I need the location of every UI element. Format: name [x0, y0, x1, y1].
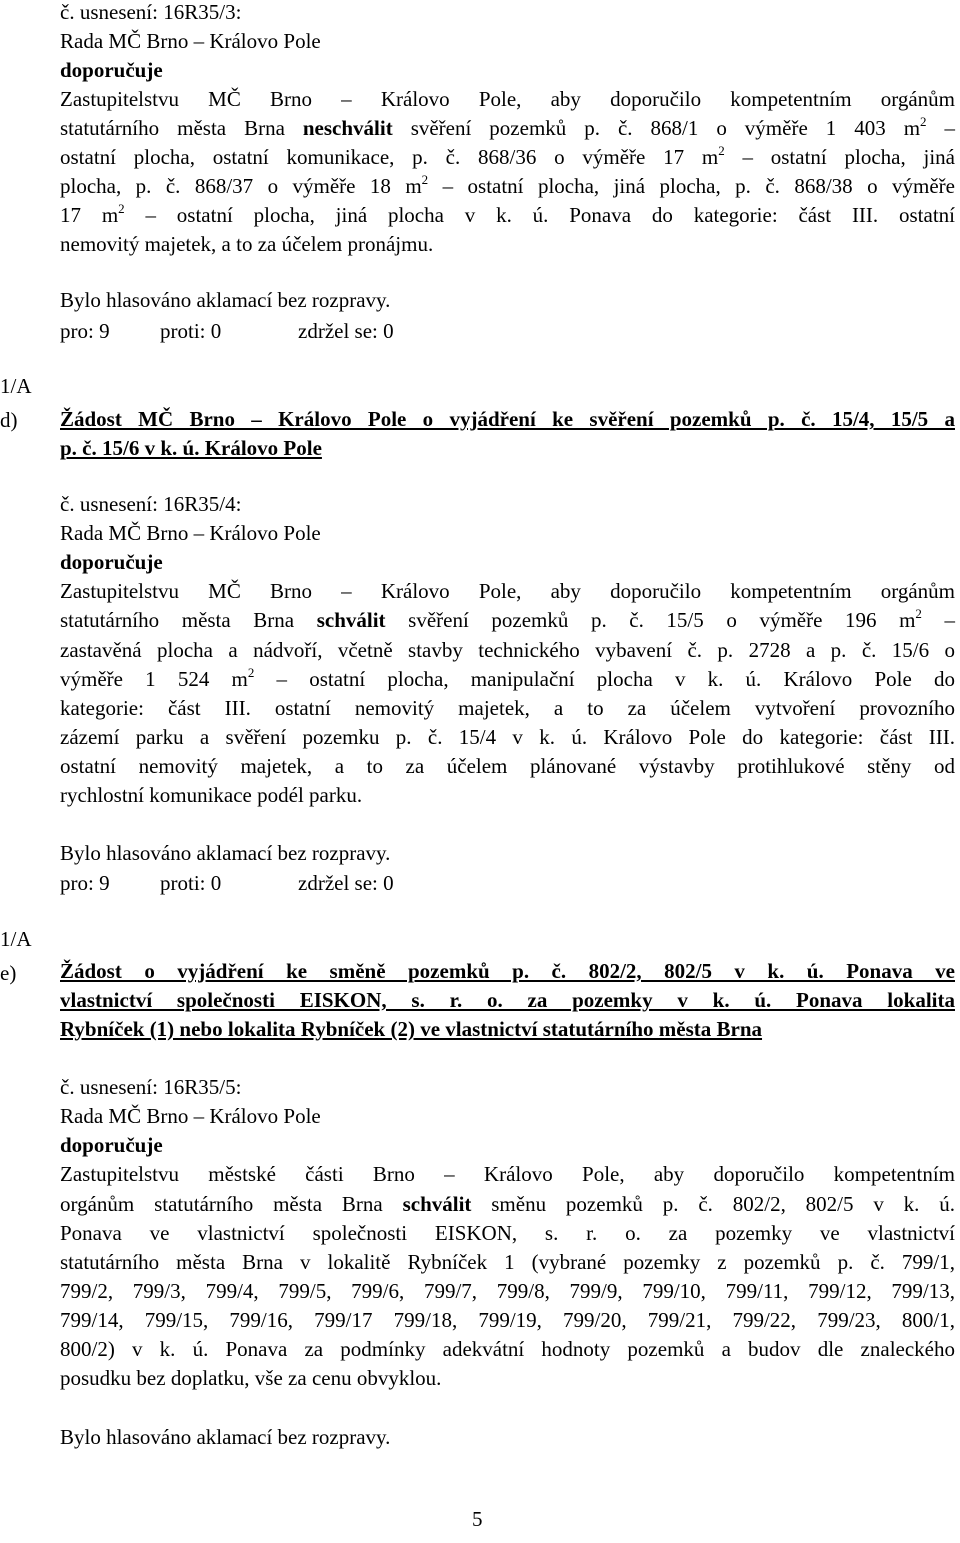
vote-note: Bylo hlasováno aklamací bez rozpravy. [60, 1425, 391, 1449]
resolution-text-line: 799/14, 799/15, 799/16, 799/17 799/18, 799/19, 799/20, 799/21, 799/22, 799/23, 800/1, [60, 1308, 955, 1332]
item-title: Žádost MČ Brno – Královo Pole o vyjádření ke svěření pozemků p. č. 15/4, 15/5 a [60, 407, 955, 431]
item-title: Žádost o vyjádření ke směně pozemků p. č. 802/2, 802/5 v k. ú. Ponava ve [60, 959, 955, 983]
resolution-number: č. usnesení: 16R35/3: [60, 0, 242, 24]
council-name: Rada MČ Brno – Královo Pole [60, 1104, 321, 1128]
item-title: vlastnictví společnosti EISKON, s. r. o. za pozemky v k. ú. Ponava lokalita [60, 988, 955, 1012]
vote-pro: pro: 9 [60, 871, 110, 895]
item-title: Rybníček (1) nebo lokalita Rybníček (2) ve vlastnictví statutárního města Brna [60, 1017, 763, 1041]
resolution-number: č. usnesení: 16R35/5: [60, 1075, 242, 1099]
resolution-text-line: Zastupitelstvu městské části Brno – Královo Pole, aby doporučilo kompetentním [60, 1162, 955, 1186]
resolution-text-line: 799/2, 799/3, 799/4, 799/5, 799/6, 799/7, 799/8, 799/9, 799/10, 799/11, 799/12, 799/13, [60, 1279, 955, 1303]
resolution-text-line: ostatní nemovitý majetek, a to za účelem plánované výstavby protihlukové stěny od [60, 754, 955, 778]
resolution-text-line: kategorie: část III. ostatní nemovitý majetek, a to za účelem vytvoření provozního [60, 696, 955, 720]
page-number: 5 [472, 1507, 483, 1531]
vote-proti: proti: 0 [160, 319, 222, 343]
resolution-text-line: statutárního města Brna schválit svěření pozemků p. č. 15/5 o výměře 196 $m^2$ – [60, 606, 956, 632]
resolution-text-line: zastavěná plocha a nádvoří, včetně stavby technického vybavení č. p. 2728 a p. č. 15/6 o [60, 638, 955, 662]
vote-note: Bylo hlasováno aklamací bez rozpravy. [60, 841, 391, 865]
item-label-letter: d) [0, 408, 18, 432]
resolution-text-line: nemovitý majetek, a to za účelem pronájmu. [60, 232, 434, 256]
resolution-text-line: výměře 1 524 $m^2$ – ostatní plocha, manipulační plocha v k. ú. Královo Pole do [60, 665, 955, 691]
item-label-number: 1/A [0, 374, 32, 398]
item-label-letter: e) [0, 961, 17, 985]
resolution-text-line: statutárního města Brna neschválit svěření pozemků p. č. 868/1 o výměře 1 403 $m^2$ – [60, 114, 956, 140]
resolution-text-line: posudku bez doplatku, vše za cenu obvyklou. [60, 1366, 442, 1390]
vote-note: Bylo hlasováno aklamací bez rozpravy. [60, 288, 391, 312]
council-name: Rada MČ Brno – Královo Pole [60, 521, 321, 545]
resolution-text-line: zázemí parku a svěření pozemku p. č. 15/4 v k. ú. Královo Pole do kategorie: část III. [60, 725, 955, 749]
resolution-verb: doporučuje [60, 58, 163, 82]
resolution-verb: doporučuje [60, 1133, 163, 1157]
resolution-text-line: rychlostní komunikace podél parku. [60, 783, 363, 807]
vote-zdrzel: zdržel se: 0 [298, 319, 394, 343]
resolution-text-line: orgánům statutárního města Brna schválit směnu pozemků p. č. 802/2, 802/5 v k. ú. [60, 1192, 956, 1216]
council-name: Rada MČ Brno – Královo Pole [60, 29, 321, 53]
item-label-number: 1/A [0, 927, 32, 951]
resolution-text-line: Zastupitelstvu MČ Brno – Královo Pole, aby doporučilo kompetentním orgánům [60, 87, 955, 111]
resolution-text-line: plocha, p. č. 868/37 o výměře 18 $m^2$ – ostatní plocha, jiná plocha, p. č. 868/38 o výměře [60, 172, 955, 198]
resolution-text-line: statutárního města Brna v lokalitě Rybníček 1 (vybrané pozemky z pozemků p. č. 799/1, [60, 1250, 955, 1274]
resolution-text-line: ostatní plocha, ostatní komunikace, p. č. 868/36 o výměře 17 $m^2$ – ostatní plocha, jiná [60, 143, 955, 169]
resolution-text-line: Ponava ve vlastnictví společnosti EISKON, s. r. o. za pozemky ve vlastnictví [60, 1221, 955, 1245]
resolution-text-line: Zastupitelstvu MČ Brno – Královo Pole, aby doporučilo kompetentním orgánům [60, 579, 955, 603]
resolution-text-line: 800/2) v k. ú. Ponava za podmínky adekvátní hodnoty pozemků a budov dle znaleckého [60, 1337, 955, 1361]
resolution-verb: doporučuje [60, 550, 163, 574]
vote-proti: proti: 0 [160, 871, 222, 895]
resolution-text-line: 17 $m^2$ – ostatní plocha, jiná plocha v k. ú. Ponava do kategorie: část III. ostatní [60, 201, 955, 227]
item-title: p. č. 15/6 v k. ú. Královo Pole [60, 436, 322, 460]
vote-zdrzel: zdržel se: 0 [298, 871, 394, 895]
vote-pro: pro: 9 [60, 319, 110, 343]
resolution-number: č. usnesení: 16R35/4: [60, 492, 242, 516]
